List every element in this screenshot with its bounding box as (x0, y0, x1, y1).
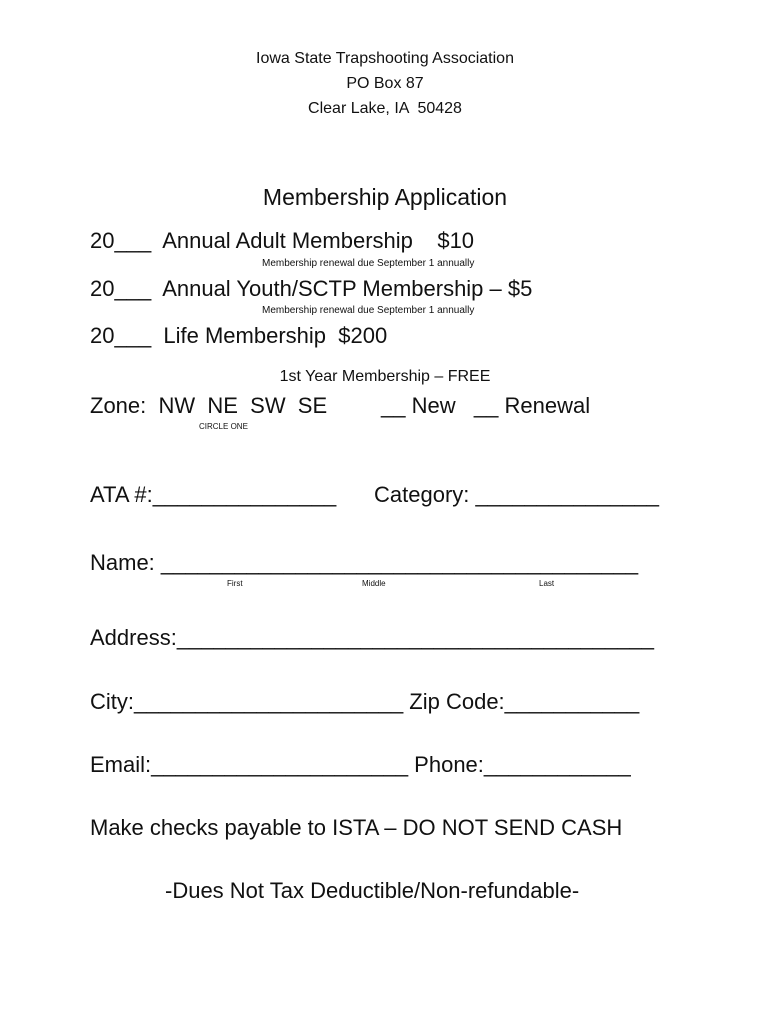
ata-number-field: ATA #:_______________ (90, 482, 337, 507)
page-title: Membership Application (262, 184, 508, 210)
renewal-note-youth: Membership renewal due September 1 annually (262, 305, 475, 316)
address-field: Address:_______________________________________ (90, 625, 654, 650)
po-box: PO Box 87 (346, 75, 424, 92)
new-renewal-field: __ New __ Renewal (381, 393, 591, 418)
membership-adult: 20___ Annual Adult Membership $10 (90, 228, 475, 253)
name-last-hint: Last (539, 579, 555, 588)
name-first-hint: First (227, 579, 243, 588)
membership-life: 20___ Life Membership $200 (90, 323, 388, 348)
category-field: Category: _______________ (374, 482, 660, 507)
city-zip-field: City:______________________ Zip Code:___________ (90, 689, 640, 714)
first-year-note: 1st Year Membership – FREE (279, 368, 491, 385)
renewal-note-adult: Membership renewal due September 1 annually (262, 258, 475, 269)
zone-field: Zone: NW NE SW SE (90, 393, 328, 418)
zone-hint: CIRCLE ONE (199, 422, 248, 431)
checks-payable-note: Make checks payable to ISTA – DO NOT SEND CASH (90, 815, 623, 840)
dues-note: -Dues Not Tax Deductible/Non-refundable- (165, 878, 580, 903)
name-field: Name: _______________________________________ (90, 550, 639, 575)
city-line: Clear Lake, IA 50428 (308, 100, 462, 117)
membership-youth: 20___ Annual Youth/SCTP Membership – $5 (90, 276, 533, 301)
email-phone-field: Email:_____________________ Phone:____________ (90, 752, 631, 777)
name-middle-hint: Middle (362, 579, 386, 588)
org-name: Iowa State Trapshooting Association (256, 50, 514, 67)
